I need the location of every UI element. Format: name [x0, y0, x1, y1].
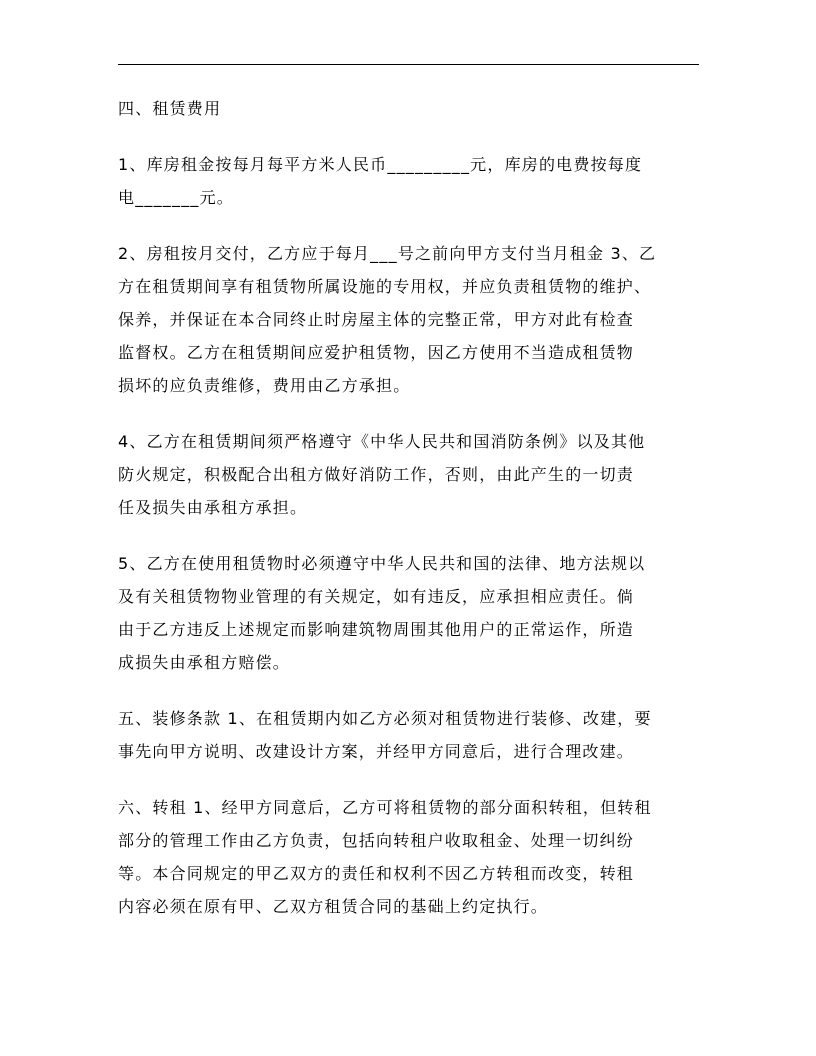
text-line: 防火规定，积极配合出租方做好消防工作，否则，由此产生的一切责	[118, 465, 635, 484]
text-line: 五、装修条款 1、在租赁期内如乙方必须对租赁物进行装修、改建，要	[118, 709, 652, 728]
section-5-renovation	[118, 702, 718, 768]
section-heading-rental-fees	[118, 92, 718, 125]
text-line: 1、库房租金按每月每平方米人民币_________元，库房的电费按每度	[118, 155, 643, 174]
clause-5-compliance	[118, 547, 718, 679]
text-line: 部分的管理工作由乙方负责，包括向转租户收取租金、处理一切纠纷	[118, 831, 635, 850]
header-rule	[118, 64, 699, 65]
section-6-sublease	[118, 791, 718, 923]
clause-1-rent-rate	[118, 148, 718, 214]
section-heading-text: 四、租赁费用	[118, 99, 222, 118]
text-line: 方在租赁期间享有租赁物所属设施的专用权，并应负责租赁物的维护、	[118, 277, 652, 296]
text-line: 任及损失由承租方承担。	[118, 498, 308, 517]
text-line: 六、转租 1、经甲方同意后，乙方可将租赁物的部分面积转租，但转租	[118, 798, 652, 817]
text-line: 保养，并保证在本合同终止时房屋主体的完整正常，甲方对此有检查	[118, 310, 635, 329]
text-line: 及有关租赁物物业管理的有关规定，如有违反，应承担相应责任。倘	[118, 587, 635, 606]
document-body	[118, 92, 718, 946]
text-line: 等。本合同规定的甲乙双方的责任和权利不因乙方转租而改变，转租	[118, 864, 635, 883]
clause-2-3-payment-and-use	[118, 237, 718, 402]
text-line: 4、乙方在租赁期间须严格遵守《中华人民共和国消防条例》以及其他	[118, 432, 646, 451]
clause-4-fire-safety	[118, 425, 718, 524]
text-line: 由于乙方违反上述规定而影响建筑物周围其他用户的正常运作，所造	[118, 620, 635, 639]
text-line: 损坏的应负责维修，费用由乙方承担。	[118, 376, 411, 395]
text-line: 事先向甲方说明、改建设计方案，并经甲方同意后，进行合理改建。	[118, 742, 635, 761]
text-line: 电_______元。	[118, 188, 235, 207]
text-line: 成损失由承租方赔偿。	[118, 653, 291, 672]
text-line: 2、房租按月交付，乙方应于每月___号之前向甲方支付当月租金 3、乙	[118, 244, 657, 263]
text-line: 内容必须在原有甲、乙双方租赁合同的基础上约定执行。	[118, 897, 549, 916]
text-line: 5、乙方在使用租赁物时必须遵守中华人民共和国的法律、地方法规以	[118, 554, 646, 573]
text-line: 监督权。乙方在租赁期间应爱护租赁物，因乙方使用不当造成租赁物	[118, 343, 635, 362]
